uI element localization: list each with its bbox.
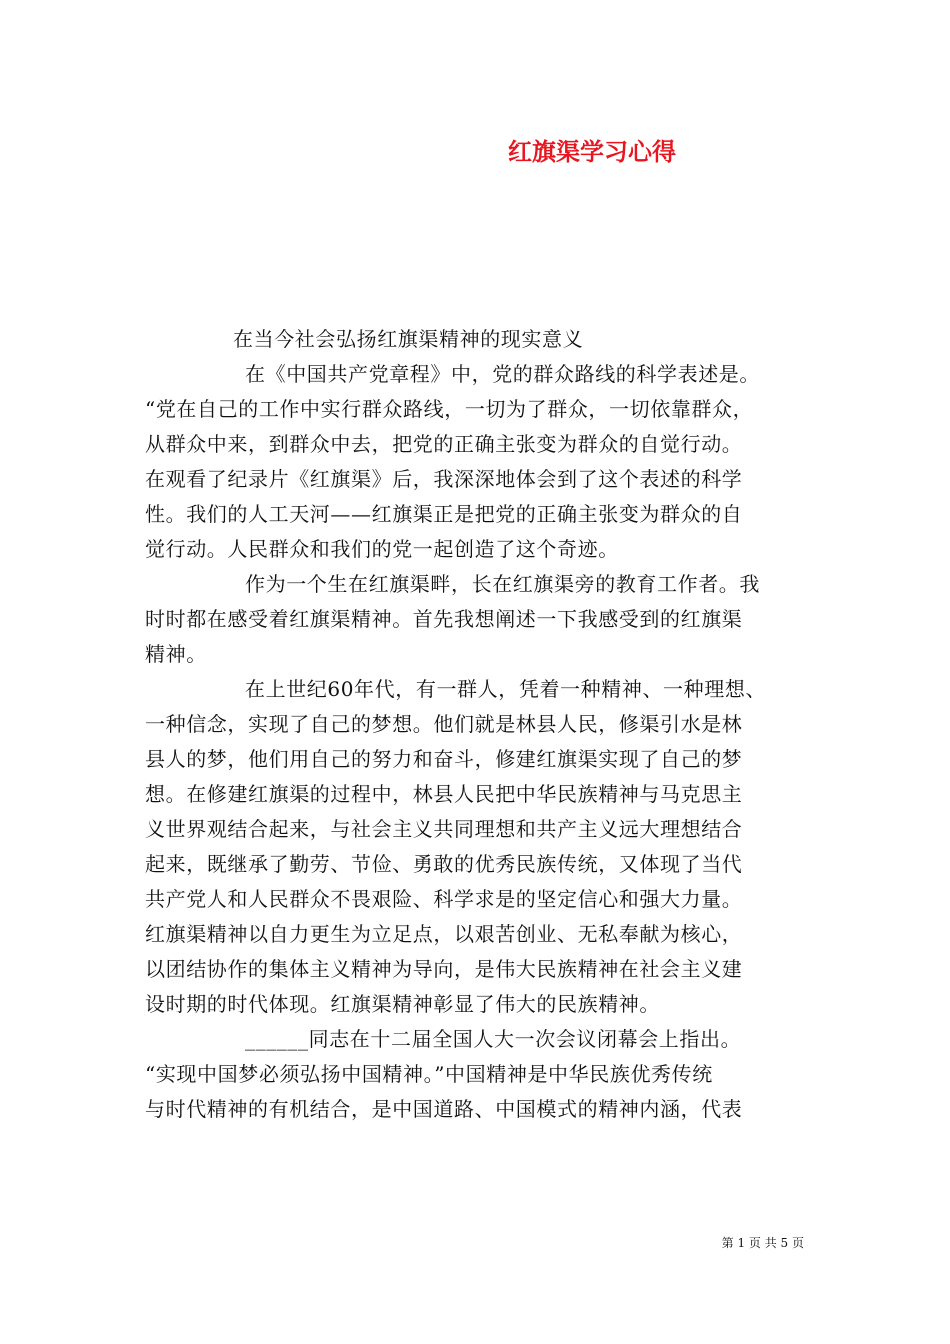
paragraph-line: 性。我们的人工天河——红旗渠正是把党的正确主张变为群众的自 xyxy=(145,502,743,526)
paragraph-line: “党在自己的工作中实行群众路线，一切为了群众，一切依靠群众， xyxy=(145,397,754,421)
paragraph-line: 在《中国共产党章程》中，党的群众路线的科学表述是。 xyxy=(245,362,760,386)
paragraph-line: 县人的梦，他们用自己的努力和奋斗，修建红旗渠实现了自己的梦 xyxy=(145,747,743,771)
paragraph-line: 红旗渠精神以自力更生为立足点，以艰苦创业、无私奉献为核心， xyxy=(145,922,743,946)
paragraph-line: 起来，既继承了勤劳、节俭、勇敢的优秀民族传统，又体现了当代 xyxy=(145,852,743,876)
paragraph-line: 觉行动。人民群众和我们的党一起创造了这个奇迹。 xyxy=(145,537,619,561)
paragraph-line: 以团结协作的集体主义精神为导向，是伟大民族精神在社会主义建 xyxy=(145,957,743,981)
paragraph-line: 一种信念，实现了自己的梦想。他们就是林县人民，修渠引水是林 xyxy=(145,712,743,736)
document-body xyxy=(145,322,815,1127)
paragraph-line: 设时期的时代体现。红旗渠精神彰显了伟大的民族精神。 xyxy=(145,992,660,1016)
paragraph-line: 义世界观结合起来，与社会主义共同理想和共产主义远大理想结合 xyxy=(145,817,743,841)
paragraph-line: 想。在修建红旗渠的过程中，林县人民把中华民族精神与马克思主 xyxy=(145,782,743,806)
paragraph-line: “实现中国梦必须弘扬中国精神。”中国精神是中华民族优秀传统 xyxy=(145,1062,713,1086)
paragraph-line: 时时都在感受着红旗渠精神。首先我想阐述一下我感受到的红旗渠 xyxy=(145,607,743,631)
paragraph-line: 作为一个生在红旗渠畔，长在红旗渠旁的教育工作者。我 xyxy=(245,572,760,596)
section-heading: 在当今社会弘扬红旗渠精神的现实意义 xyxy=(233,327,584,351)
paragraph-line: 精神。 xyxy=(145,642,207,666)
paragraph-line: ______同志在十二届全国人大一次会议闭幕会上指出。 xyxy=(245,1027,742,1051)
paragraph-line: 从群众中来，到群众中去，把党的正确主张变为群众的自觉行动。 xyxy=(145,432,743,456)
paragraph-line: 共产党人和人民群众不畏艰险、科学求是的坚定信心和强大力量。 xyxy=(145,887,743,911)
page-number-footer: 第 1 页 共 5 页 xyxy=(721,1236,804,1250)
paragraph-line: 在观看了纪录片《红旗渠》后，我深深地体会到了这个表述的科学 xyxy=(145,467,743,491)
paragraph-line: 与时代精神的有机结合，是中国道路、中国模式的精神内涵，代表 xyxy=(145,1097,743,1121)
paragraph-line: 在上世纪60年代，有一群人，凭着一种精神、一种理想、 xyxy=(245,677,767,701)
document-title: 红旗渠学习心得 xyxy=(508,137,676,166)
